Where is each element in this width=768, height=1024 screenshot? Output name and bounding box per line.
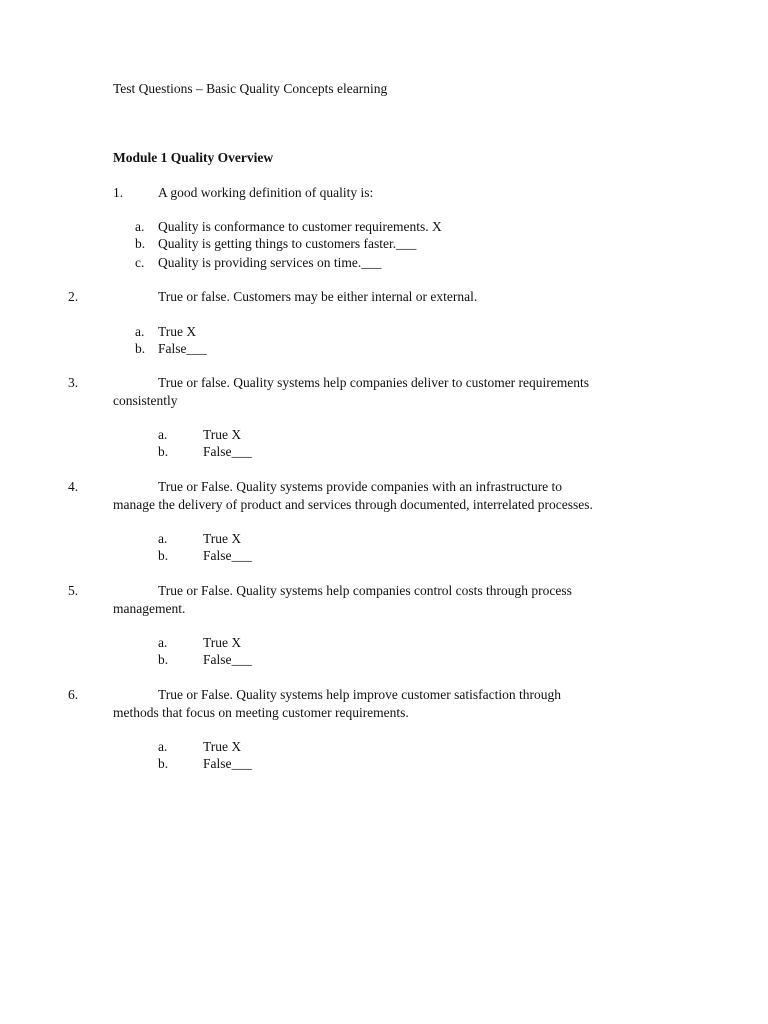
option-text: False___ [203,756,252,771]
option-text: Quality is getting things to customers faster.___ [158,236,417,251]
question-number: 3. [68,375,79,390]
option-letter: a. [158,739,168,754]
option-text: False___ [203,548,252,563]
option-letter: a. [158,427,168,442]
option-letter: b. [135,341,146,356]
option-letter: b. [135,236,146,251]
option-letter: b. [158,756,169,771]
option-letter: a. [135,324,145,339]
option-text: True X [203,427,242,442]
option-letter: b. [158,548,169,563]
question-number: 4. [68,479,79,494]
option-letter: a. [135,219,145,234]
module-heading: Module 1 Quality Overview [113,150,274,165]
question-text-continued: methods that focus on meeting customer requirements. [113,705,409,720]
document-title: Test Questions – Basic Quality Concepts elearning [113,81,388,96]
question-number: 1. [113,185,124,200]
question-text-continued: manage the delivery of product and services through documented, interrelated processes. [113,497,593,512]
question-text: True or false. Customers may be either internal or external. [158,289,478,304]
question-text: True or false. Quality systems help companies deliver to customer requirements [158,375,590,390]
option-text: True X [203,635,242,650]
option-letter: b. [158,444,169,459]
option-letter: a. [158,635,168,650]
question-text: True or False. Quality systems provide companies with an infrastructure to [158,479,563,494]
question-number: 6. [68,687,79,702]
question-text-continued: management. [113,601,186,616]
option-text: False___ [158,341,207,356]
option-text: True X [203,531,242,546]
question-text-continued: consistently [113,393,178,408]
option-text: False___ [203,444,252,459]
option-text: False___ [203,652,252,667]
option-text: Quality is providing services on time.___ [158,255,382,270]
question-number: 2. [68,289,79,304]
question-text: True or False. Quality systems help companies control costs through process [158,583,572,598]
option-letter: b. [158,652,169,667]
option-text: True X [158,324,197,339]
question-number: 5. [68,583,79,598]
option-text: True X [203,739,242,754]
question-text: True or False. Quality systems help improve customer satisfaction through [158,687,561,702]
option-text: Quality is conformance to customer requirements. X [158,219,442,234]
option-letter: a. [158,531,168,546]
option-letter: c. [135,255,145,270]
question-text: A good working definition of quality is: [158,185,374,200]
